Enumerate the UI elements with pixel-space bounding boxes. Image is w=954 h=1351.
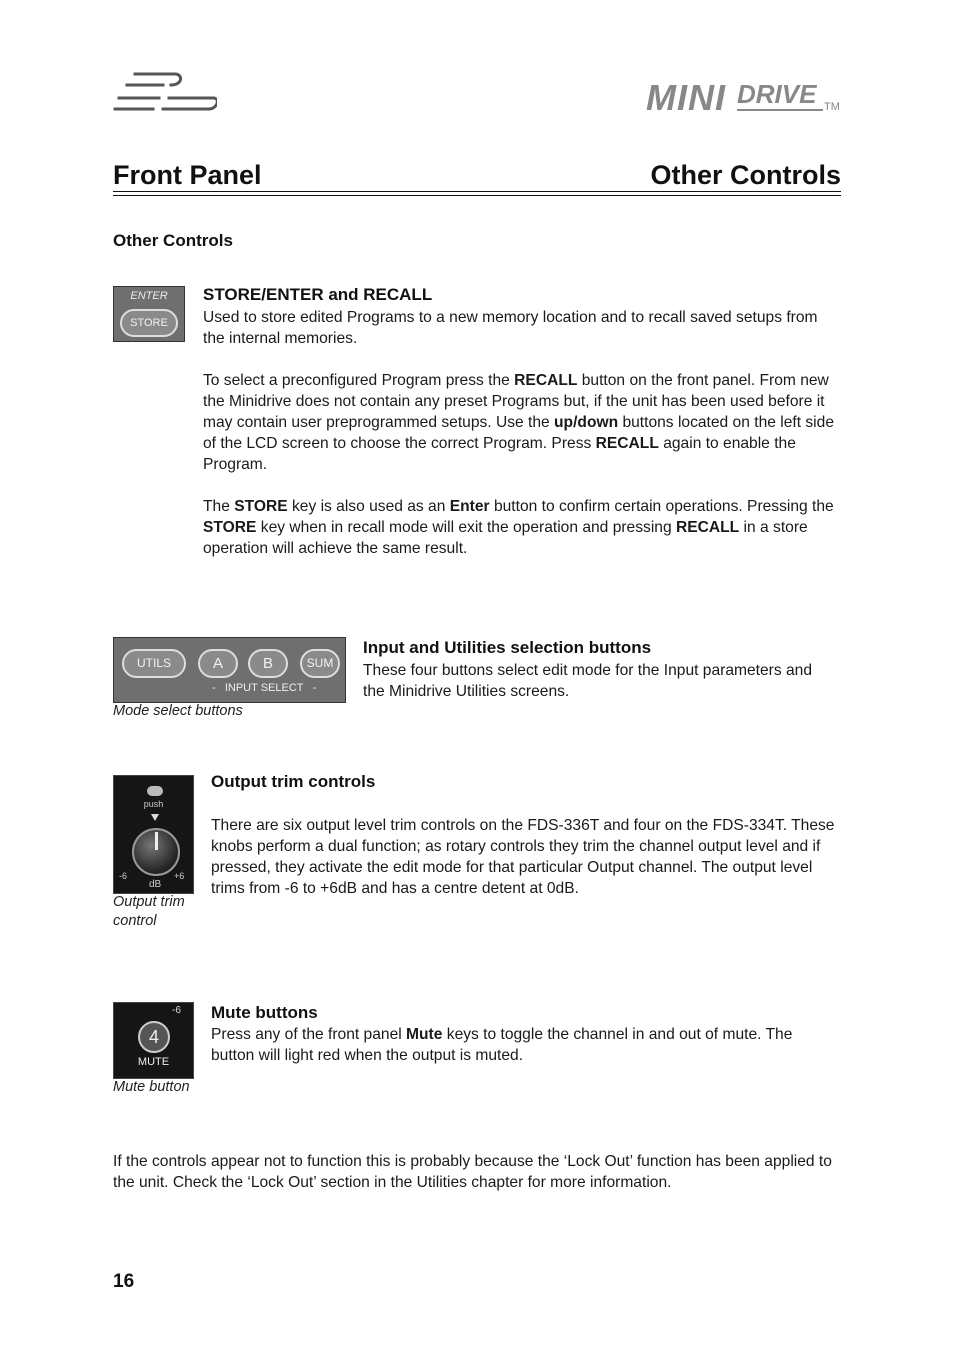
page-title-right: Other Controls xyxy=(650,160,841,190)
b-button: B xyxy=(248,649,288,678)
bss-logo xyxy=(113,68,217,116)
minus-label: -6 xyxy=(119,871,128,881)
store-para-2: To select a preconfigured Program press the RECALL button on the front panel. From new the Minidrive does not contain any preset Programs but, if the unit has been used before it may contain user preprogrammed setups. Use the up/down buttons located on the left side of the LCD screen to choose the correct Program. Press RECALL again to enable the Program. xyxy=(203,372,834,473)
page-number: 16 xyxy=(113,1271,135,1292)
trim-heading: Output trim controls xyxy=(211,772,376,791)
enter-label: ENTER xyxy=(130,290,168,302)
title-rule xyxy=(113,195,841,196)
mute-level-label: -6 xyxy=(172,1005,181,1016)
input-caption: Mode select buttons xyxy=(113,703,243,719)
mute-number-button: 4 xyxy=(138,1021,170,1053)
sum-button: SUM xyxy=(300,649,340,678)
minidrive-logo xyxy=(646,77,846,119)
mute-heading: Mute buttons xyxy=(211,1003,318,1022)
input-select-image xyxy=(113,637,346,703)
title-rule-thin xyxy=(113,191,841,192)
mute-button-image xyxy=(113,1002,194,1079)
logo-mini: MINI xyxy=(646,77,726,118)
trim-caption: Output trim control xyxy=(113,894,185,929)
logo-drive-underline xyxy=(737,109,823,111)
store-para-3: The STORE key is also used as an Enter button to confirm certain operations. Pressing the STORE key when in recall mode will exit the operation and pressing RECALL in a store operation will achieve the same result. xyxy=(203,498,834,557)
trim-knob-image xyxy=(113,775,194,894)
utils-button: UTILS xyxy=(122,649,186,678)
plus-label: +6 xyxy=(174,871,185,881)
footer-note: If the controls appear not to function this is probably because the ‘Lock Out’ function has been applied to the unit. Check the ‘Lock Out’ section in the Utilities chapter for more information. xyxy=(113,1153,832,1191)
store-button: STORE xyxy=(120,309,178,337)
store-text xyxy=(203,307,843,559)
input-heading: Input and Utilities selection buttons xyxy=(363,638,652,657)
mute-text: Press any of the front panel Mute keys to toggle the channel in and out of mute. The button will light red when the output is muted. xyxy=(211,1026,793,1064)
pointer-icon xyxy=(151,814,159,821)
push-label: push xyxy=(143,799,164,809)
input-text: These four buttons select edit mode for the Input parameters and the Minidrive Utilities screens. xyxy=(363,662,813,700)
trim-text: There are six output level trim controls on the FDS-336T and four on the FDS-334T. These knobs perform a dual function; as rotary controls they trim the channel output level and if pressed, they activate the edit mode for that particular Output channel. The output level trims from -6 to +6dB and has a centre detent at 0dB. xyxy=(211,817,835,897)
db-label: dB xyxy=(149,879,162,890)
store-button-image xyxy=(113,286,185,342)
push-led xyxy=(147,786,163,796)
section-title: Other Controls xyxy=(113,231,233,250)
logo-drive: DRIVE xyxy=(737,79,817,109)
page-title-left: Front Panel xyxy=(113,160,262,190)
mute-label: MUTE xyxy=(137,1056,170,1068)
logo-tm: TM xyxy=(824,101,840,113)
store-heading: STORE/ENTER and RECALL xyxy=(203,285,433,304)
mute-caption: Mute button xyxy=(113,1079,190,1095)
a-button: A xyxy=(198,649,238,678)
input-select-label: - INPUT SELECT - xyxy=(212,682,317,694)
knob-indicator xyxy=(155,832,158,850)
store-para-1: Used to store edited Programs to a new memory location and to recall saved setups from the internal memories. xyxy=(203,309,818,347)
